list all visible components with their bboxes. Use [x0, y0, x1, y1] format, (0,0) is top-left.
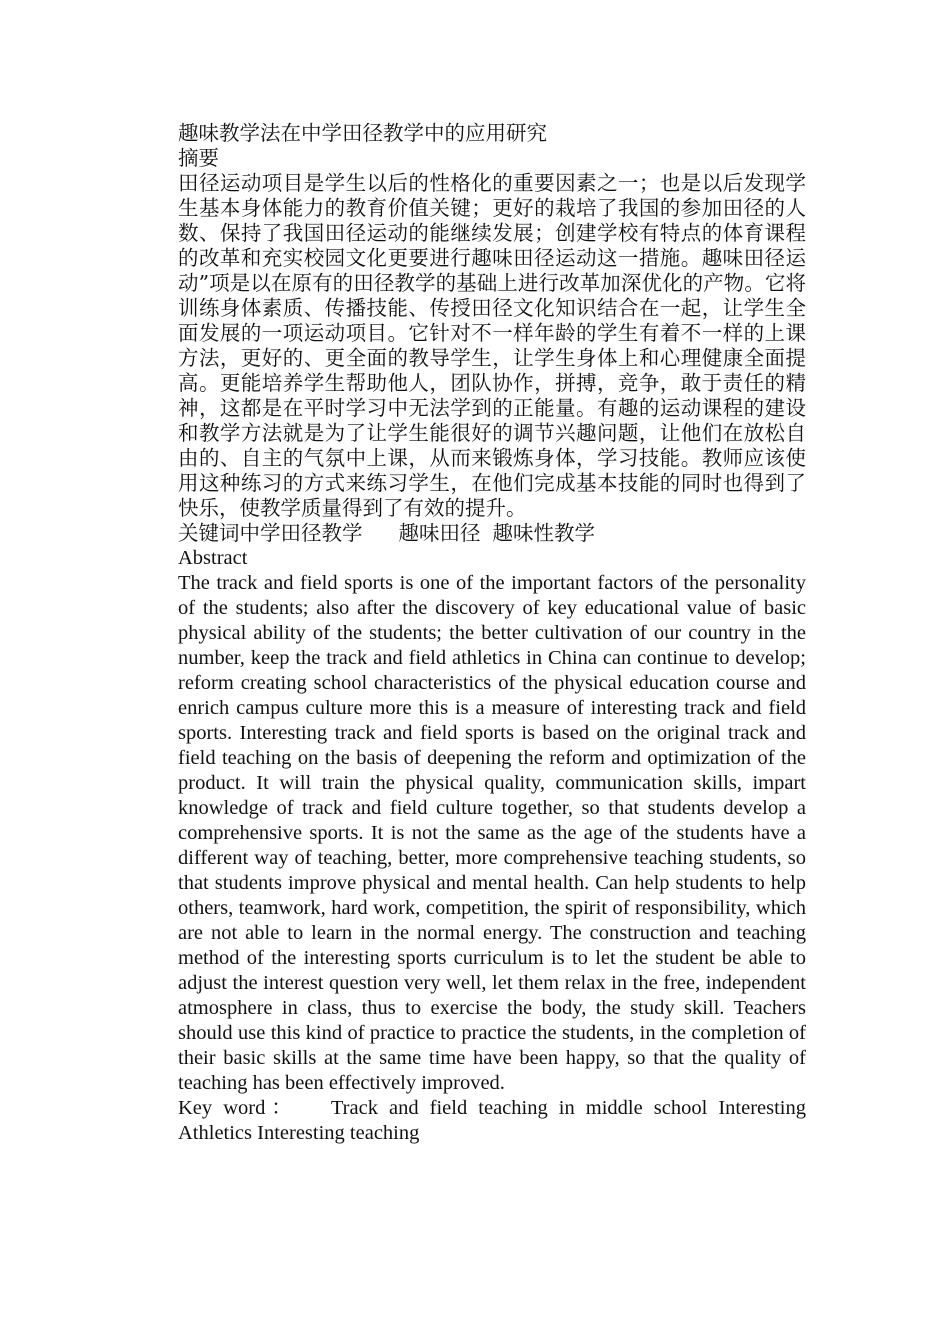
abstract-body-en: The track and field sports is one of the important factors of the personality of the students; also after the discovery of key educational value of basic physical ability of the students; the better cultivation of our country in the number, keep the track and field athletics in China can continue to develop; reform creating school characteristics of the physical education course and enrich campus culture more this is a measure of interesting track and field sports. Interesting track and field sports is based on the original track and field teaching on the basis of deepening the reform and optimization of the product. It will train the physical quality, communication skills, impart knowledge of track and field culture together, so that students develop a comprehensive sports. It is not the same as the age of the students have a different way of teaching, better, more comprehensive teaching students, so that students improve physical and mental health. Can help students to help others, teamwork, hard work, competition, the spirit of responsibility, which are not able to learn in the normal energy. The construction and teaching method of the interesting sports curriculum is to let the student be able to adjust the interest question very well, let them relax in the free, independent atmosphere in class, thus to exercise the body, the study skill. Teachers should use this kind of practice to practice the students, in the completion of their basic skills at the same time have been happy, so that the quality of teaching has been effectively improved. — [178, 572, 806, 1094]
abstract-heading-en: Abstract — [178, 547, 248, 569]
abstract-body-zh: 田径运动项目是学生以后的性格化的重要因素之一；也是以后发现学生基本身体能力的教育价值关键；更好的栽培了我国的参加田径的人数、保持了我国田径运动的能继续发展；创建学校有特点的体育课程的改革和充实校园文化更要进行趣味田径运动这一措施。趣味田径运动”项是以在原有的田径教学的基础上进行改革加深优化的产物。它将训练身体素质、传播技能、传授田径文化知识结合在一起，让学生全面发展的一项运动项目。它针对不一样年龄的学生有着不一样的上课方法，更好的、更全面的教导学生，让学生身体上和心理健康全面提高。更能培养学生帮助他人，团队协作，拼搏，竞争，敢于责任的精神，这都是在平时学习中无法学到的正能量。有趣的运动课程的建设和教学方法就是为了让学生能很好的调节兴趣问题，让他们在放松自由的、自主的气氛中上课，从而来锻炼身体，学习技能。教师应该使用这种练习的方式来练习学生，在他们完成基本技能的同时也得到了快乐，使教学质量得到了有效的提升。 — [178, 171, 806, 520]
document-page — [178, 121, 806, 1146]
abstract-heading-zh: 摘要 — [178, 146, 219, 170]
keyword-zh-1: 中学田径教学 — [239, 521, 363, 545]
keyword-zh-3: 趣味性教学 — [492, 521, 595, 545]
keyword-zh-2: 趣味田径 — [398, 521, 481, 545]
keywords-en — [178, 1096, 806, 1146]
keywords-en-label: Key word： — [178, 1097, 298, 1119]
keywords-en-text: Track and field teaching in middle school Interesting Athletics Interesting teaching — [178, 1097, 807, 1144]
keywords-zh — [178, 521, 806, 546]
document-title: 趣味教学法在中学田径教学中的应用研究 — [178, 121, 547, 145]
keywords-zh-label: 关键词 — [178, 521, 240, 545]
